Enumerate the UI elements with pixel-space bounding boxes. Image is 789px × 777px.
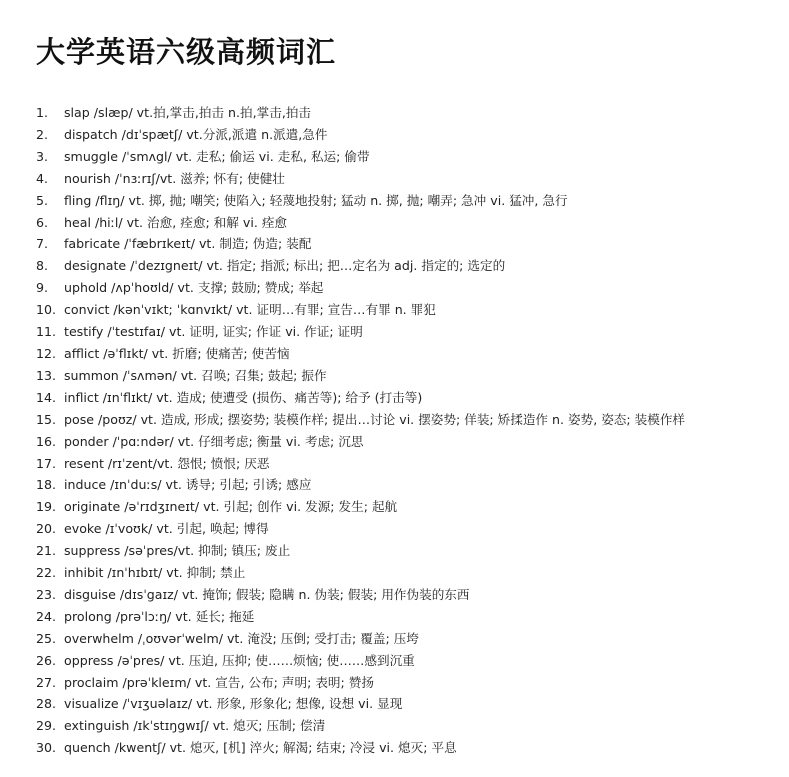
item-number: 8.	[36, 258, 49, 274]
item-text: smuggle /ˈsmʌgl/ vt. 走私; 偷运 vi. 走私, 私运; 偷带	[64, 148, 370, 164]
list-item	[36, 540, 776, 562]
item-number: 3.	[36, 148, 49, 164]
item-number: 16.	[36, 433, 57, 449]
list-item	[36, 584, 776, 606]
item-number: 7.	[36, 236, 49, 252]
item-number: 18.	[36, 477, 57, 493]
list-item	[36, 474, 776, 496]
list-item	[36, 124, 776, 146]
item-text: induce /ɪnˈduːs/ vt. 诱导; 引起; 引诱; 感应	[64, 477, 312, 493]
list-item	[36, 255, 776, 277]
item-number: 23.	[36, 586, 57, 602]
item-number: 15.	[36, 411, 57, 427]
item-number: 5.	[36, 192, 49, 208]
item-number: 9.	[36, 280, 49, 296]
list-item	[36, 212, 776, 234]
item-number: 28.	[36, 696, 57, 712]
item-number: 10.	[36, 302, 57, 318]
item-number: 2.	[36, 126, 49, 142]
item-text: heal /hiːl/ vt. 治愈, 痊愈; 和解 vi. 痊愈	[64, 214, 288, 230]
list-item	[36, 233, 776, 255]
item-text: dispatch /dɪˈspætʃ/ vt.分派,派遣 n.派遣,急件	[64, 126, 328, 142]
item-text: testify /ˈtestɪfaɪ/ vt. 证明, 证实; 作证 vi. 作证; 证明	[64, 324, 363, 340]
item-number: 13.	[36, 367, 57, 383]
item-number: 22.	[36, 565, 57, 581]
list-item	[36, 343, 776, 365]
item-text: originate /əˈrɪdʒɪneɪt/ vt. 引起; 创作 vi. 发源; 发生; 起航	[64, 499, 398, 515]
item-text: fabricate /ˈfæbrɪkeɪt/ vt. 制造; 伪造; 装配	[64, 236, 312, 252]
list-item	[36, 562, 776, 584]
item-text: prolong /prəˈlɔːŋ/ vt. 延长; 拖延	[64, 608, 255, 624]
item-text: oppress /əˈpres/ vt. 压迫, 压抑; 使……烦恼; 使……感到沉重	[64, 652, 415, 668]
item-number: 27.	[36, 674, 57, 690]
item-text: quench /kwentʃ/ vt. 熄灭, [机] 淬火; 解渴; 结束; 冷浸 vi. 熄灭; 平息	[64, 740, 457, 756]
list-item	[36, 715, 776, 737]
list-item	[36, 628, 776, 650]
item-text: slap /slæp/ vt.拍,掌击,拍击 n.拍,掌击,拍击	[64, 105, 312, 120]
item-text: convict /kənˈvɪkt; ˈkɑnvɪkt/ vt. 证明…有罪; 宣告…有罪 n. 罪犯	[64, 302, 436, 318]
list-item	[36, 321, 776, 343]
item-number: 4.	[36, 170, 49, 186]
item-number: 6.	[36, 214, 49, 230]
item-number: 21.	[36, 543, 57, 559]
item-text: summon /ˈsʌmən/ vt. 召唤; 召集; 鼓起; 振作	[64, 367, 327, 383]
item-text: extinguish /ɪkˈstɪŋgwɪʃ/ vt. 熄灭; 压制; 偿清	[64, 718, 326, 734]
item-number: 11.	[36, 324, 57, 340]
list-item	[36, 146, 776, 168]
item-number: 12.	[36, 345, 57, 361]
list-item	[36, 606, 776, 628]
list-item	[36, 409, 776, 431]
item-text: ponder /ˈpɑːndər/ vt. 仔细考虑; 衡量 vi. 考虑; 沉思	[64, 433, 364, 449]
list-item	[36, 693, 776, 715]
item-text: overwhelm /ˌoʊvərˈwelm/ vt. 淹没; 压倒; 受打击; 覆盖; 压垮	[64, 630, 419, 646]
item-number: 17.	[36, 455, 57, 471]
page-title: 大学英语六级高频词汇	[36, 35, 337, 69]
item-number: 1.	[36, 105, 49, 120]
item-number: 24.	[36, 608, 57, 624]
item-text: resent /rɪˈzent/vt. 怨恨; 愤恨; 厌恶	[64, 455, 270, 471]
list-item	[36, 672, 776, 694]
item-text: uphold /ʌpˈhoʊld/ vt. 支撑; 鼓励; 赞成; 举起	[64, 280, 324, 296]
list-item	[36, 168, 776, 190]
item-number: 20.	[36, 521, 57, 537]
item-number: 25.	[36, 630, 57, 646]
item-text: nourish /ˈnɜːrɪʃ/vt. 滋养; 怀有; 使健壮	[64, 170, 285, 186]
list-item	[36, 365, 776, 387]
list-item	[36, 190, 776, 212]
list-item	[36, 431, 776, 453]
item-number: 29.	[36, 718, 57, 734]
item-text: designate /ˈdezɪgneɪt/ vt. 指定; 指派; 标出; 把…定名为 adj. 指定的; 选定的	[64, 258, 506, 274]
item-text: proclaim /prəˈkleɪm/ vt. 宣告, 公布; 声明; 表明; 赞扬	[64, 674, 374, 690]
list-item	[36, 496, 776, 518]
item-text: pose /poʊz/ vt. 造成, 形成; 摆姿势; 装模作样; 提出…讨论 vi. 摆姿势; 佯装; 矫揉造作 n. 姿势, 姿态; 装模作样	[64, 411, 686, 427]
list-item	[36, 453, 776, 475]
list-item	[36, 650, 776, 672]
item-number: 26.	[36, 652, 57, 668]
list-item	[36, 387, 776, 409]
item-text: suppress /səˈpres/vt. 抑制; 镇压; 废止	[64, 543, 291, 559]
item-text: inflict /ɪnˈflɪkt/ vt. 造成; 使遭受 (损伤、痛苦等); 给予 (打击等)	[64, 389, 423, 405]
list-item	[36, 299, 776, 321]
item-number: 30.	[36, 740, 57, 756]
list-item	[36, 277, 776, 299]
vocabulary-list	[36, 102, 776, 759]
list-item	[36, 737, 776, 759]
item-number: 14.	[36, 389, 57, 405]
item-number: 19.	[36, 499, 57, 515]
item-text: inhibit /ɪnˈhɪbɪt/ vt. 抑制; 禁止	[64, 565, 246, 581]
item-text: visualize /ˈvɪʒuəlaɪz/ vt. 形象, 形象化; 想像, 设想 vi. 显现	[64, 696, 403, 712]
list-item	[36, 102, 776, 124]
item-text: afflict /əˈflɪkt/ vt. 折磨; 使痛苦; 使苦恼	[64, 345, 290, 361]
item-text: disguise /dɪsˈgaɪz/ vt. 掩饰; 假装; 隐瞒 n. 伪装; 假装; 用作伪装的东西	[64, 586, 470, 602]
item-text: fling /flɪŋ/ vt. 掷, 抛; 嘲笑; 使陷入; 轻蔑地投射; 猛动 n. 掷, 抛; 嘲弄; 急冲 vi. 猛冲, 急行	[64, 192, 568, 208]
list-item	[36, 518, 776, 540]
item-text: evoke /ɪˈvoʊk/ vt. 引起, 唤起; 博得	[64, 521, 269, 537]
